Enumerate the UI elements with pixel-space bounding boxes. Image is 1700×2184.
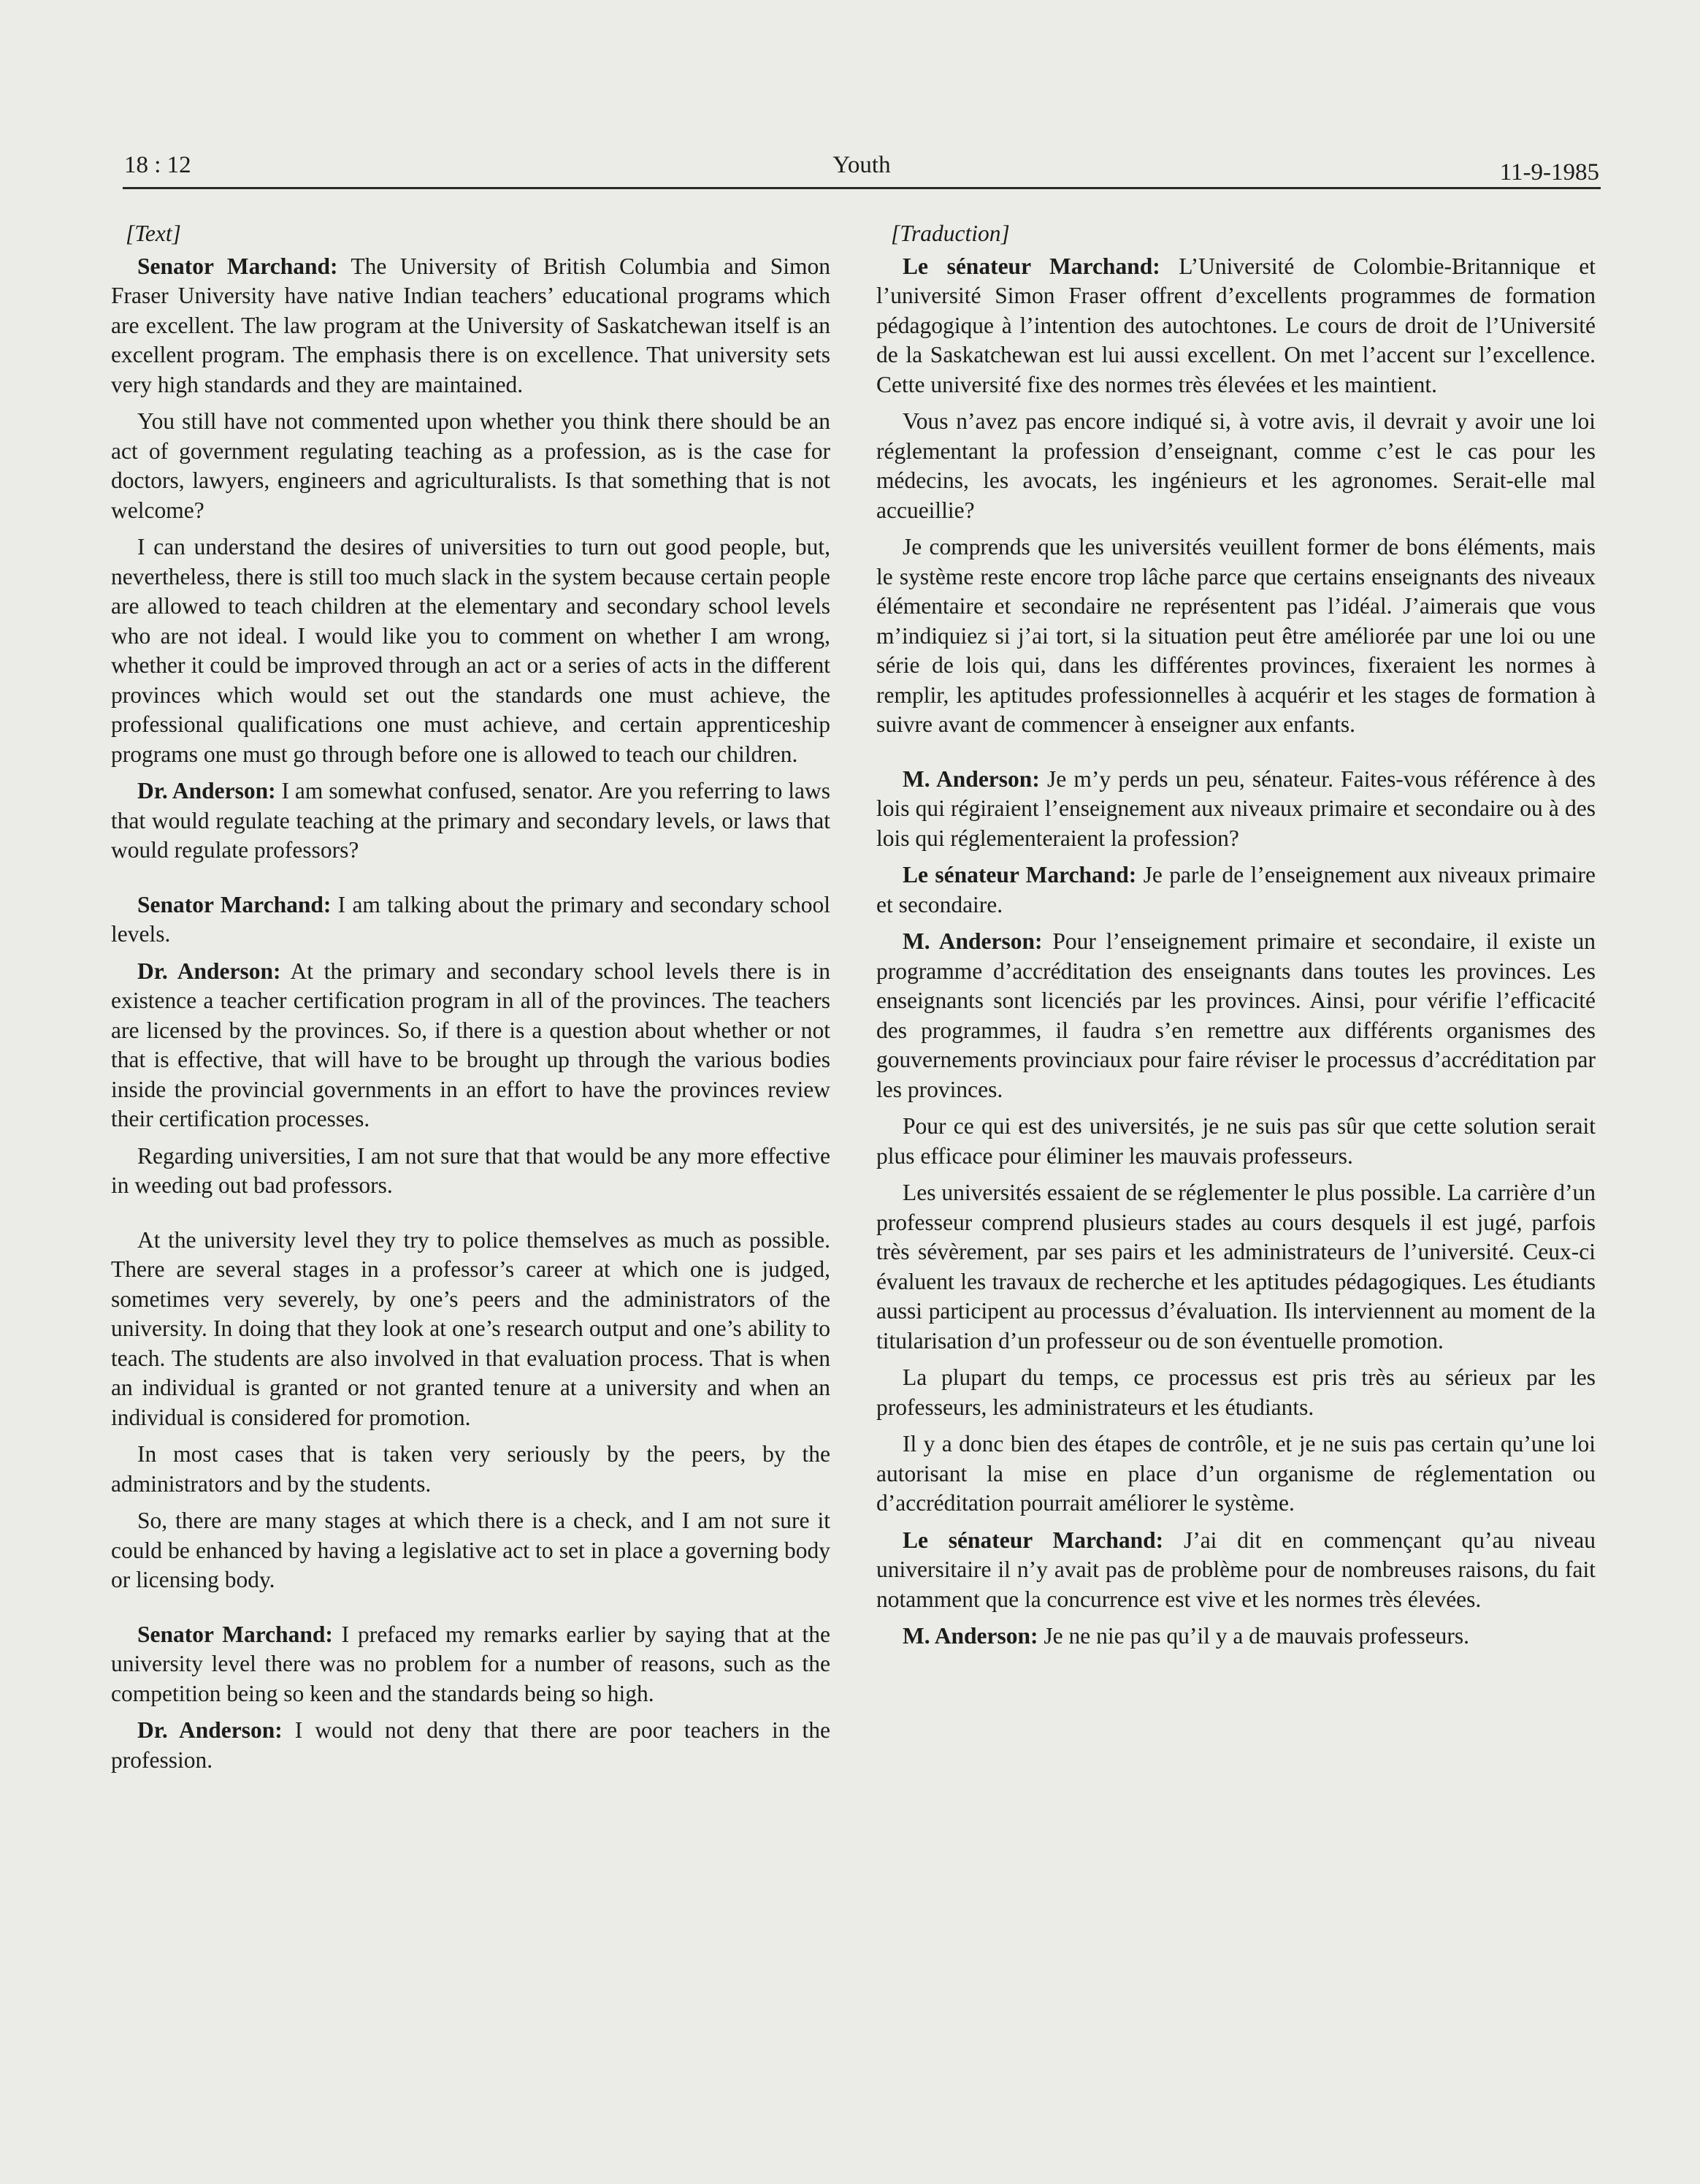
paragraph-text: J’ai dit en commençant qu’au niveau universitaire il n’y avait pas de problème pour de nombreuses raisons, du fait notamment que la concurrence est vive et les normes très élevées. bbox=[876, 1527, 1596, 1612]
paragraph-text: Je m’y perds un peu, sénateur. Faites-vous référence à des lois qui régiraient l’enseignement aux niveaux primaire et secondaire ou à des lois qui réglementeraient la profession? bbox=[876, 765, 1596, 851]
paragraph-text: You still have not commented upon whether you think there should be an act of government regulating teaching as a profession, as is the case for doctors, lawyers, engineers and agriculturalists. Is that something that is not welcome? bbox=[111, 408, 830, 523]
paragraph-text: Vous n’avez pas encore indiqué si, à votre avis, il devrait y avoir une loi réglementant la profession d’enseignant, comme c’est le cas pour les médecins, les avocats, les ingénieurs et les agronomes. Serait-elle mal accueillie? bbox=[876, 408, 1596, 523]
paragraph bbox=[111, 890, 830, 950]
paragraph-text: Je parle de l’enseignement aux niveaux primaire et secondaire. bbox=[876, 862, 1596, 917]
paragraph-text: At the university level they try to police themselves as much as possible. There are several stages in a professor’s career at which one is judged, sometimes very severely, by one’s peers and the administrators of the university. In doing that they look at one’s research output and one’s ability to teach. The students are also involved in that evaluation process. That is when an individual is granted or not granted tenure at a university and when an individual is considered for promotion. bbox=[111, 1226, 830, 1430]
speaker: Le sénateur Marchand: bbox=[903, 253, 1160, 279]
paragraph-text: Je ne nie pas qu’il y a de mauvais professeurs. bbox=[1038, 1623, 1469, 1649]
paragraph-text: Les universités essaient de se réglementer le plus possible. La carrière d’un professeur comprend plusieurs stades au cours desquels il est jugé, parfois très sévèrement, par ses pairs et les administrateurs de l’université. Ceux-ci évaluent les travaux de recherche et les aptitudes pédagogiques. Les étudiants aussi participent au processus d’évaluation. Ils interviennent au moment de la titularisation d’un professeur ou de son éventuelle promotion. bbox=[876, 1180, 1596, 1353]
speaker: M. Anderson: bbox=[903, 928, 1043, 954]
paragraph bbox=[876, 1363, 1596, 1422]
paragraph-text: La plupart du temps, ce processus est pris très au sérieux par les professeurs, les administrateurs et les étudiants. bbox=[876, 1364, 1596, 1420]
running-header bbox=[123, 146, 1601, 189]
paragraph-text: At the primary and secondary school levels there is in existence a teacher certification program in all of the provinces. The teachers are licensed by the provinces. So, if there is a question about whether or not that is effective, that will have to be brought up through the various bodies inside the provincial governments in an effort to have the provinces review their certification processes. bbox=[111, 958, 830, 1131]
section-label-text: [Text] bbox=[126, 221, 181, 246]
speaker: Senator Marchand: bbox=[137, 253, 338, 279]
paragraph-text: I am somewhat confused, senator. Are you referring to laws that would regulate teaching at the primary and secondary levels, or laws that would regulate professors? bbox=[111, 778, 830, 863]
paragraph bbox=[111, 776, 830, 866]
speaker: Senator Marchand: bbox=[137, 891, 332, 917]
paragraph bbox=[111, 1506, 830, 1595]
paragraph-text: Je comprends que les universités veuillent former de bons éléments, mais le système reste encore trop lâche parce que certains enseignants des niveaux élémentaire et secondaire ne représentent pas l’idéal. J’aimerais que vous m’indiquiez si j’ai tort, si la situation peut être améliorée par une loi ou une série de lois qui, dans les différentes provinces, fixeraient les normes à remplir, les aptitudes professionnelles à acquérir et les stages de formation à suivre avant de commencer à enseigner aux enfants. bbox=[876, 534, 1596, 737]
paragraph bbox=[111, 532, 830, 769]
paragraph-text: L’Université de Colombie-Britannique et l’université Simon Fraser offrent d’excellents programmes de formation pédagogique à l’intention des autochtones. Le cours de droit de l’Université de la Saskatchewan est lui aussi excellent. On met l’accent sur l’excellence. Cette université fixe des normes très élevées et les maintient. bbox=[876, 253, 1596, 397]
paragraph bbox=[876, 1526, 1596, 1615]
paragraph-text: In most cases that is taken very seriously by the peers, by the administrators and by the students. bbox=[111, 1441, 830, 1497]
paragraph-text: I would not deny that there are poor teachers in the profession. bbox=[111, 1717, 830, 1773]
speaker: Le sénateur Marchand: bbox=[903, 1527, 1164, 1553]
speaker: Le sénateur Marchand: bbox=[903, 862, 1137, 887]
paragraph bbox=[111, 1620, 830, 1709]
page-reference: 18 : 12 bbox=[124, 152, 191, 178]
paragraph bbox=[876, 407, 1596, 525]
header-date: 11-9-1985 bbox=[1499, 159, 1599, 186]
paragraph-text: I can understand the desires of universities to turn out good people, but, nevertheless, there is still too much slack in the system because certain people are allowed to teach children at the elementary and secondary school levels who are not ideal. I would like you to comment on whether I am wrong, whether it could be improved through an act or a series of acts in the different provinces which would set out the standards one must achieve, the professional qualifications one must achieve, and certain apprenticeship programs one must go through before one is allowed to teach our children. bbox=[111, 534, 830, 767]
speaker: M. Anderson: bbox=[903, 765, 1040, 792]
paragraph bbox=[876, 1112, 1596, 1171]
paragraph bbox=[876, 1622, 1596, 1652]
paragraph bbox=[111, 1716, 830, 1775]
section-label-traduction: [Traduction] bbox=[891, 221, 1010, 246]
paragraph bbox=[876, 252, 1596, 400]
paragraph bbox=[876, 927, 1596, 1104]
header-title: Youth bbox=[832, 152, 891, 178]
speaker: Senator Marchand: bbox=[137, 1621, 333, 1647]
paragraph bbox=[876, 860, 1596, 920]
paragraph bbox=[111, 1142, 830, 1201]
speaker: Dr. Anderson: bbox=[137, 1717, 283, 1743]
paragraph bbox=[111, 252, 830, 400]
french-column bbox=[876, 219, 1596, 1652]
paragraph bbox=[111, 957, 830, 1134]
paragraph bbox=[876, 1429, 1596, 1519]
paragraph bbox=[876, 1178, 1596, 1356]
paragraph bbox=[876, 765, 1596, 854]
paragraph-text: I am talking about the primary and secondary school levels. bbox=[111, 891, 831, 947]
english-column bbox=[111, 219, 830, 1775]
paragraph-text: Regarding universities, I am not sure that that would be any more effective in weeding out bad professors. bbox=[111, 1142, 830, 1198]
paragraph bbox=[111, 1226, 830, 1433]
paragraph-text: The University of British Columbia and Simon Fraser University have native Indian teachers’ educational programs which are excellent. The law program at the University of Saskatchewan itself is an excellent program. The emphasis there is on excellence. That university sets very high standards and they are maintained. bbox=[111, 253, 830, 397]
paragraph-text: So, there are many stages at which there is a check, and I am not sure it could be enhanced by having a legislative act to set in place a governing body or licensing body. bbox=[111, 1508, 830, 1592]
speaker: M. Anderson: bbox=[903, 1623, 1038, 1649]
paragraph-text: Il y a donc bien des étapes de contrôle, et je ne suis pas certain qu’une loi autorisant la mise en place d’un organisme de réglementation ou d’accréditation pourrait améliorer le système. bbox=[876, 1431, 1596, 1516]
paragraph-text: I prefaced my remarks earlier by saying that at the university level there was no problem for a number of reasons, such as the competition being so keen and the standards being so high. bbox=[111, 1621, 831, 1706]
paragraph bbox=[111, 407, 830, 525]
speaker: Dr. Anderson: bbox=[137, 958, 281, 984]
paragraph bbox=[111, 1440, 830, 1499]
paragraph bbox=[876, 532, 1596, 740]
paragraph-text: Pour l’enseignement primaire et secondaire, il existe un programme d’accréditation des enseignants dans toutes les provinces. Les enseignants sont licenciés par les provinces. Ainsi, pour vérifie l’efficacité des programmes, il faudra s’en remettre aux différents organismes des gouvernements provinciaux pour faire réviser le processus d’accréditation par les provinces. bbox=[876, 928, 1596, 1102]
paragraph-text: Pour ce qui est des universités, je ne suis pas sûr que cette solution serait plus efficace pour éliminer les mauvais professeurs. bbox=[876, 1113, 1596, 1169]
speaker: Dr. Anderson: bbox=[137, 778, 276, 803]
